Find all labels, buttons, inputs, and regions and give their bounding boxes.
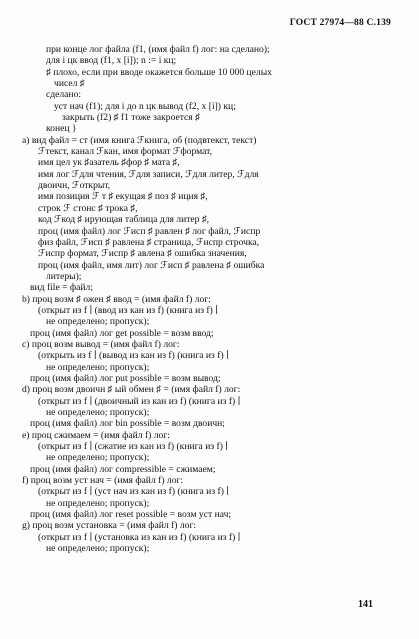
listing-line: проц (имя файл) лог reset possible = возм уст нач; <box>30 509 232 521</box>
running-header: ГОСТ 27974—88 С.139 <box>289 18 391 28</box>
listing-line: a) вид файл = ст (имя книга ℱкнига, об (подвтекст, текст) <box>22 134 257 146</box>
listing-line: проц (имя файл) лог bin possible = возм двоичн; <box>30 418 225 430</box>
listing-line: не определено; пропуск); <box>46 361 150 373</box>
listing-line: проц (имя файл) лог put possible = возм вывод; <box>30 372 221 384</box>
listing-line: g) проц возм установка = (имя файл f) лог: <box>22 520 197 532</box>
listing-line: (открыть из f ∣ (вывод из кан из f) (книга из f) ∣ <box>38 350 229 362</box>
listing-line: ℱтекст, канал ℱкан, имя формат ℱформат, <box>38 146 213 158</box>
page-number: 141 <box>358 599 373 610</box>
listing-line: (открыт из f ∣ (уст нач из кан из f) (книга из f) ∣ <box>38 486 230 498</box>
listing-line: (открыт из f ∣ (ввод из кан из f) (книга из f) ∣ <box>38 304 219 316</box>
listing-line: код ℱкод ♯ ирующая таблица для литер ♯, <box>38 214 210 226</box>
listing-line: d) проц возм двоичн ♯ ый обмен ♯ = (имя файл f) лог: <box>22 384 241 396</box>
listing-line: строк ℱ стонс ♯ трока ♯, <box>38 202 138 214</box>
listing-line: (открыт из f ∣ (двоичный из кан из f) (книга из f) ∣ <box>38 395 241 407</box>
listing-line: физ файл, ℱисп ♯ равлена ♯ страница, ℱиспр строчка, <box>38 236 260 248</box>
listing-line: имя лог ℱдля чтения, ℱдля записи, ℱдля литер, ℱдля <box>38 168 259 180</box>
listing-line: имя цел ук ♯азатель ♯фор ♯ мата ♯, <box>38 157 180 169</box>
listing-line: уст нач (f1); для i до n цк вывод (f2, x [i]) кц; <box>54 100 236 112</box>
listing-line: ℱиспр формат, ℱиспр ♯ авлена ♯ ошибка значения, <box>38 248 247 260</box>
listing-line: ♯ плохо, если при вводе окажется больше 10 000 целых <box>46 66 272 78</box>
listing-line: двоичн, ℱоткрыт, <box>38 180 111 192</box>
listing-line: вид file = файл; <box>30 282 93 294</box>
listing-line: f) проц возм уст нач = (имя файл f) лог: <box>22 475 184 487</box>
listing-line: закрыть (f2) ♯ f1 тоже закроется ♯ <box>62 112 200 124</box>
listing-line: конец } <box>46 123 77 135</box>
listing-line: для i цк ввод (f1, x [i]); n := i кц; <box>46 55 177 67</box>
listing-line: имя позиция ℱ т ♯ екущая ♯ поз ♯ иция ♯, <box>38 191 208 203</box>
code-listing <box>22 44 405 554</box>
listing-line: при конце лог файла (f1, (имя файл f) лог: на сделано); <box>46 44 270 55</box>
listing-line: проц (имя файл) лог ℱисп ♯ равлен ♯ лог файл, ℱиспр <box>38 225 261 237</box>
listing-line: (открыт из f ∣ (установка из кан из f) (книга из f) ∣ <box>38 531 241 543</box>
listing-line: чисел ♯ <box>54 78 85 90</box>
listing-line: литеры); <box>46 270 82 282</box>
listing-line: не определено; пропуск); <box>46 316 150 328</box>
listing-line: не определено; пропуск); <box>46 497 150 509</box>
listing-line: не определено; пропуск); <box>46 543 150 555</box>
listing-line: не определено; пропуск); <box>46 407 150 418</box>
listing-line: проц (имя файл, имя лит) лог ℱисп ♯ равлена ♯ ошибка <box>38 259 265 271</box>
listing-line: c) проц возм вывод = (имя файл f) лог: <box>22 338 180 350</box>
listing-line: не определено; пропуск); <box>46 452 150 464</box>
listing-line: проц (имя файл) лог compressible = сжимаем; <box>30 463 216 475</box>
listing-line: сделано: <box>46 89 82 101</box>
listing-line: b) проц возм ♯ ожен ♯ ввод = (имя файл f) лог: <box>22 293 211 305</box>
listing-line: проц (имя файл) лог get possible = возм ввод; <box>30 327 214 339</box>
listing-line: (открыт из f ∣ (сжатие из кан из f) (книга из f) ∣ <box>38 441 229 453</box>
listing-line: e) проц сжимаем = (имя файл f) лог: <box>22 429 170 441</box>
